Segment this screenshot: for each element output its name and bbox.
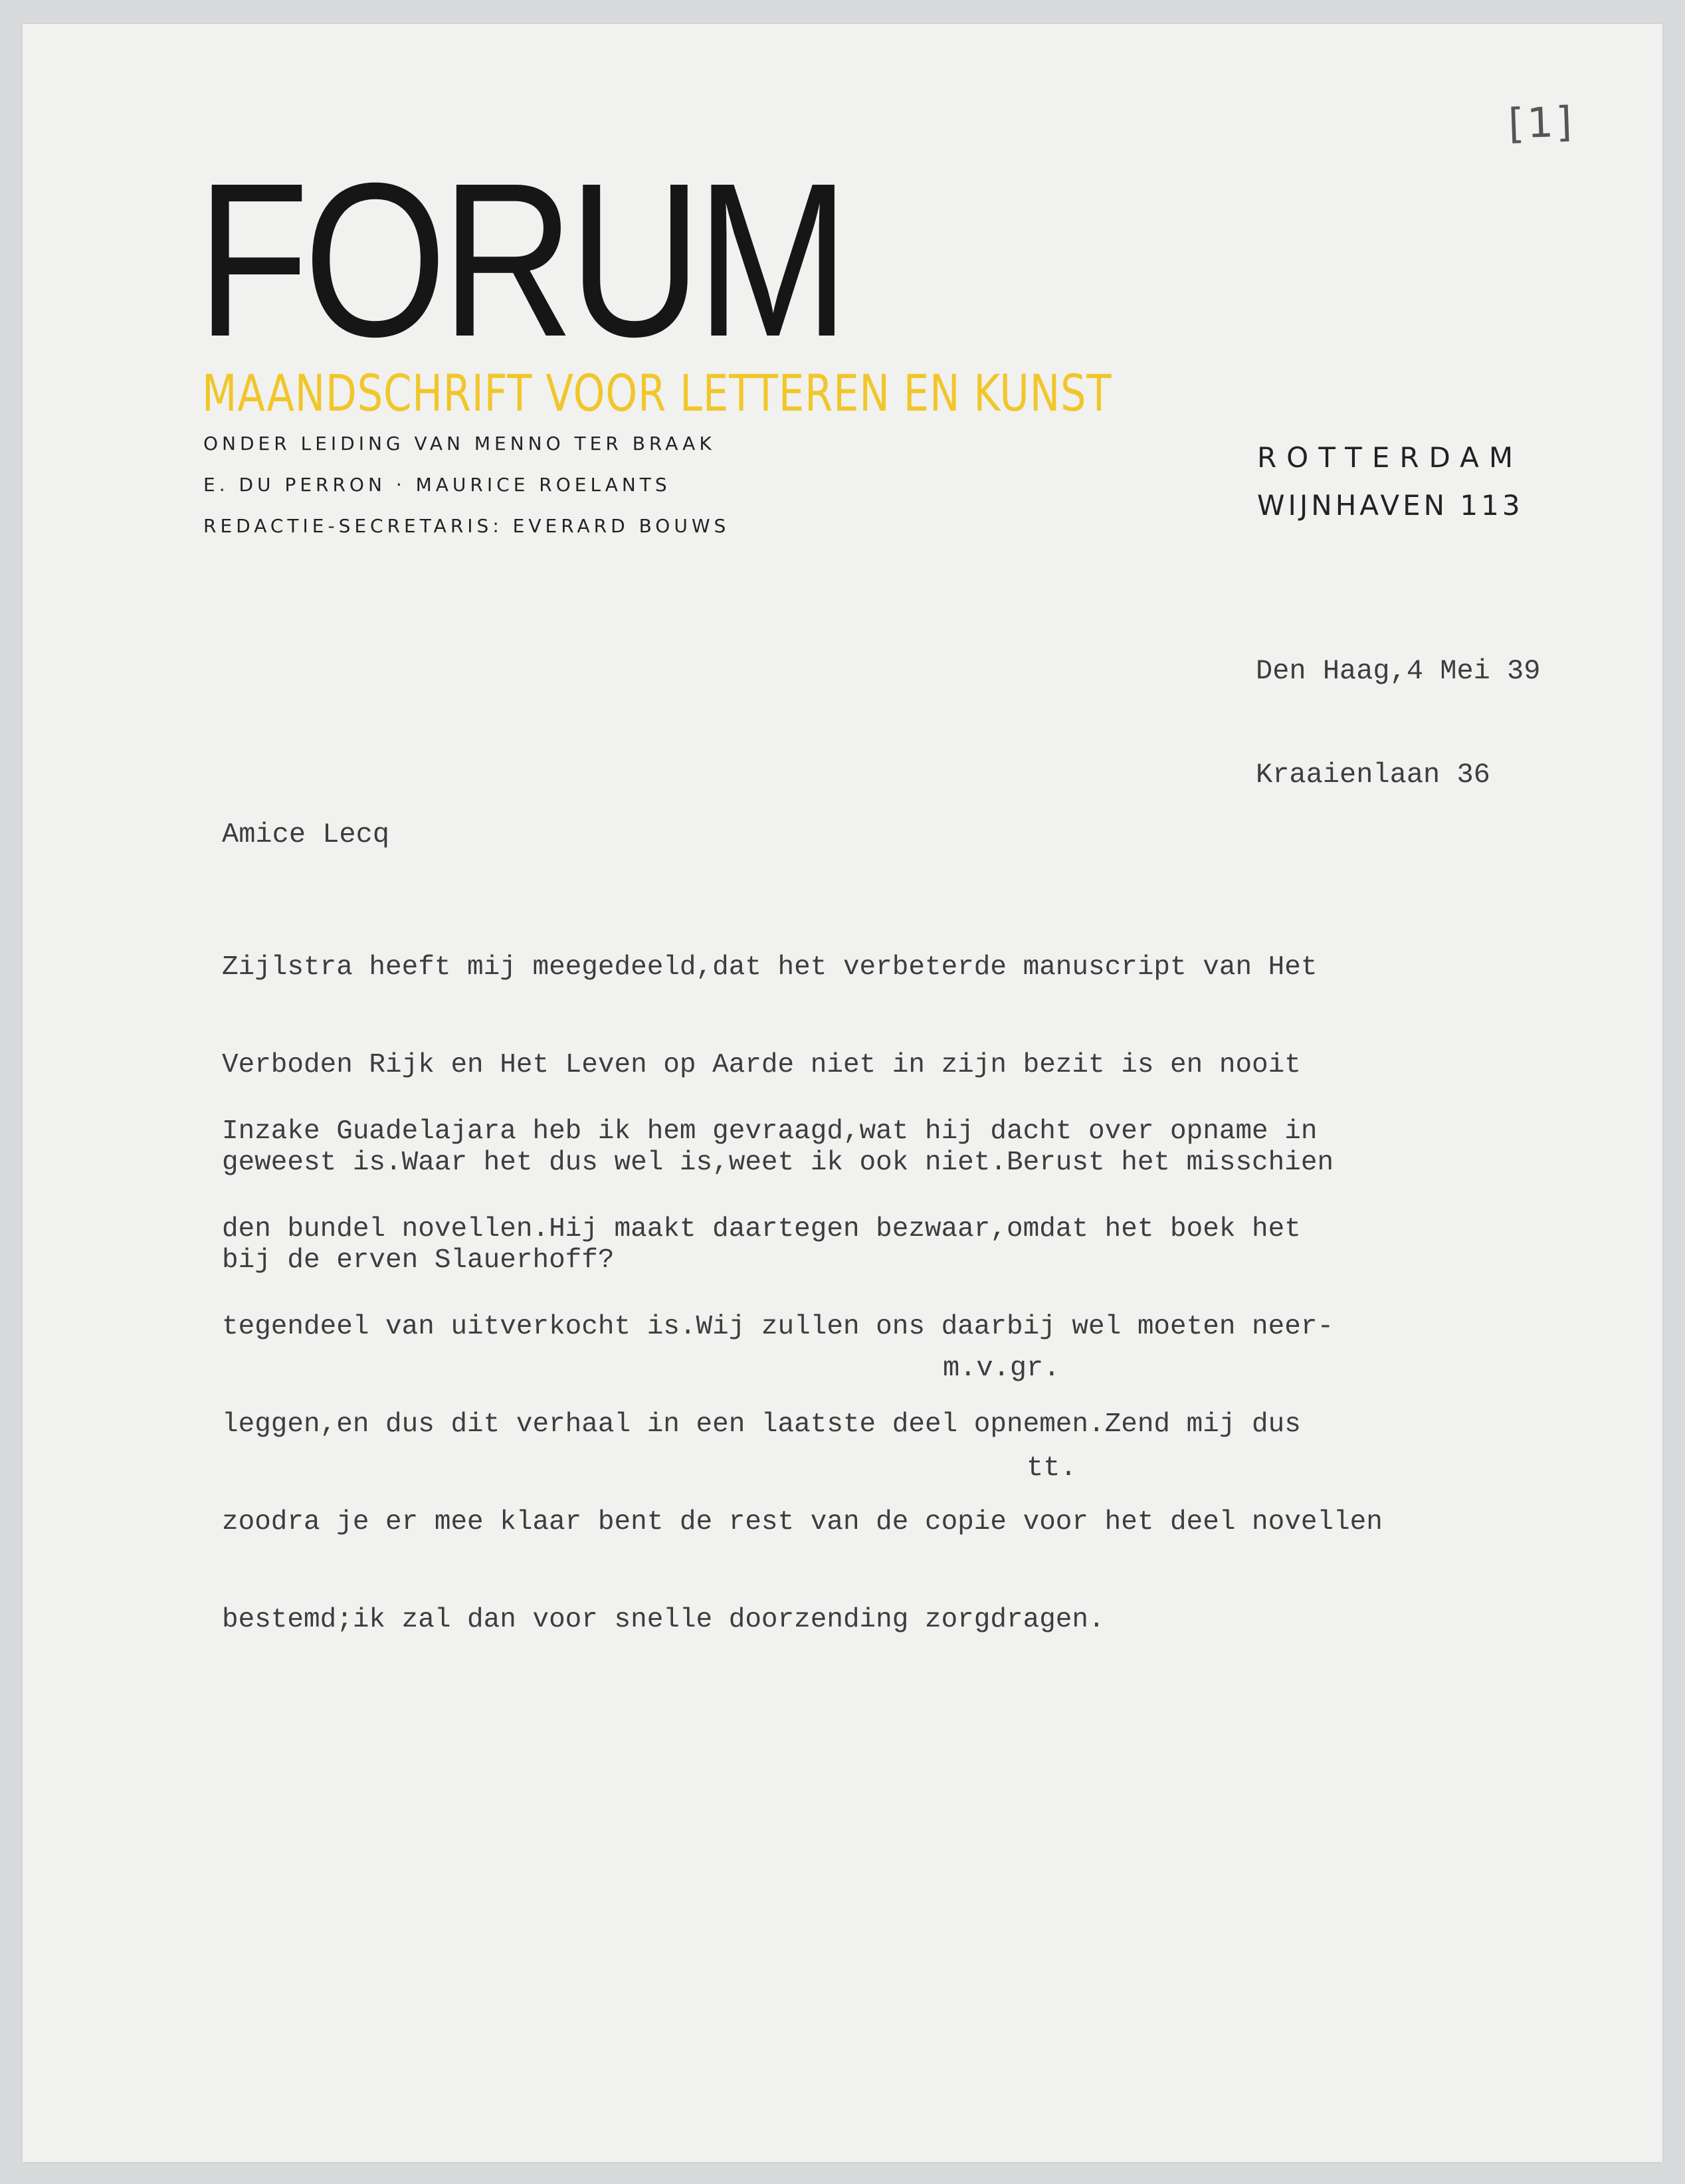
paragraph-line: tegendeel van uitverkocht is.Wij zullen ons daarbij wel moeten neer-	[222, 1312, 1334, 1342]
editor-line-2: E. DU PERRON · MAURICE ROELANTS	[203, 474, 671, 496]
address-line: Kraaienlaan 36	[1256, 759, 1490, 791]
paragraph-line: leggen,en dus dit verhaal in een laatste deel opnemen.Zend mij dus	[222, 1409, 1301, 1440]
paragraph-line: Inzake Guadelajara heb ik hem gevraagd,wat hij dacht over opname in	[222, 1116, 1318, 1147]
salutation: Amice Lecq	[222, 819, 390, 850]
letter-sheet	[23, 24, 1662, 2162]
magazine-subtitle: MAANDSCHRIFT VOOR LETTEREN EN KUNST	[202, 363, 1112, 423]
closing-greeting: m.v.gr.	[943, 1352, 1060, 1384]
paragraph-line: geweest is.Waar het dus wel is,weet ik ook niet.Berust het misschien	[222, 1147, 1334, 1178]
closing	[943, 1285, 1077, 1551]
letterhead-street: WIJNHAVEN 113	[1257, 489, 1524, 522]
paragraph-line: bestemd;ik zal dan voor snelle doorzending zorgdragen.	[222, 1605, 1105, 1635]
paragraph-line: zoodra je er mee klaar bent de rest van de copie voor het deel novellen	[222, 1507, 1383, 1538]
paragraph-2	[222, 1050, 1383, 1702]
archive-number-mark: [1]	[1507, 97, 1576, 148]
forum-logo: FORUM	[197, 137, 844, 382]
closing-initials: tt.	[943, 1452, 1077, 1484]
paragraph-line: Verboden Rijk en Het Leven op Aarde niet in zijn bezit is en nooit	[222, 1050, 1301, 1080]
date-block	[1256, 585, 1540, 861]
editor-line-1: ONDER LEIDING VAN MENNO TER BRAAK	[203, 433, 716, 454]
date-line: Den Haag,4 Mei 39	[1256, 655, 1541, 687]
editor-line-3: REDACTIE-SECRETARIS: EVERARD BOUWS	[203, 515, 730, 537]
paragraph-line: den bundel novellen.Hij maakt daartegen bezwaar,omdat het boek het	[222, 1214, 1301, 1244]
letterhead-city: ROTTERDAM	[1257, 441, 1524, 474]
paragraph-line: Zijlstra heeft mij meegedeeld,dat het verbeterde manuscript van Het	[222, 952, 1318, 983]
paragraph-line: bij de erven Slauerhoff?	[222, 1245, 615, 1276]
